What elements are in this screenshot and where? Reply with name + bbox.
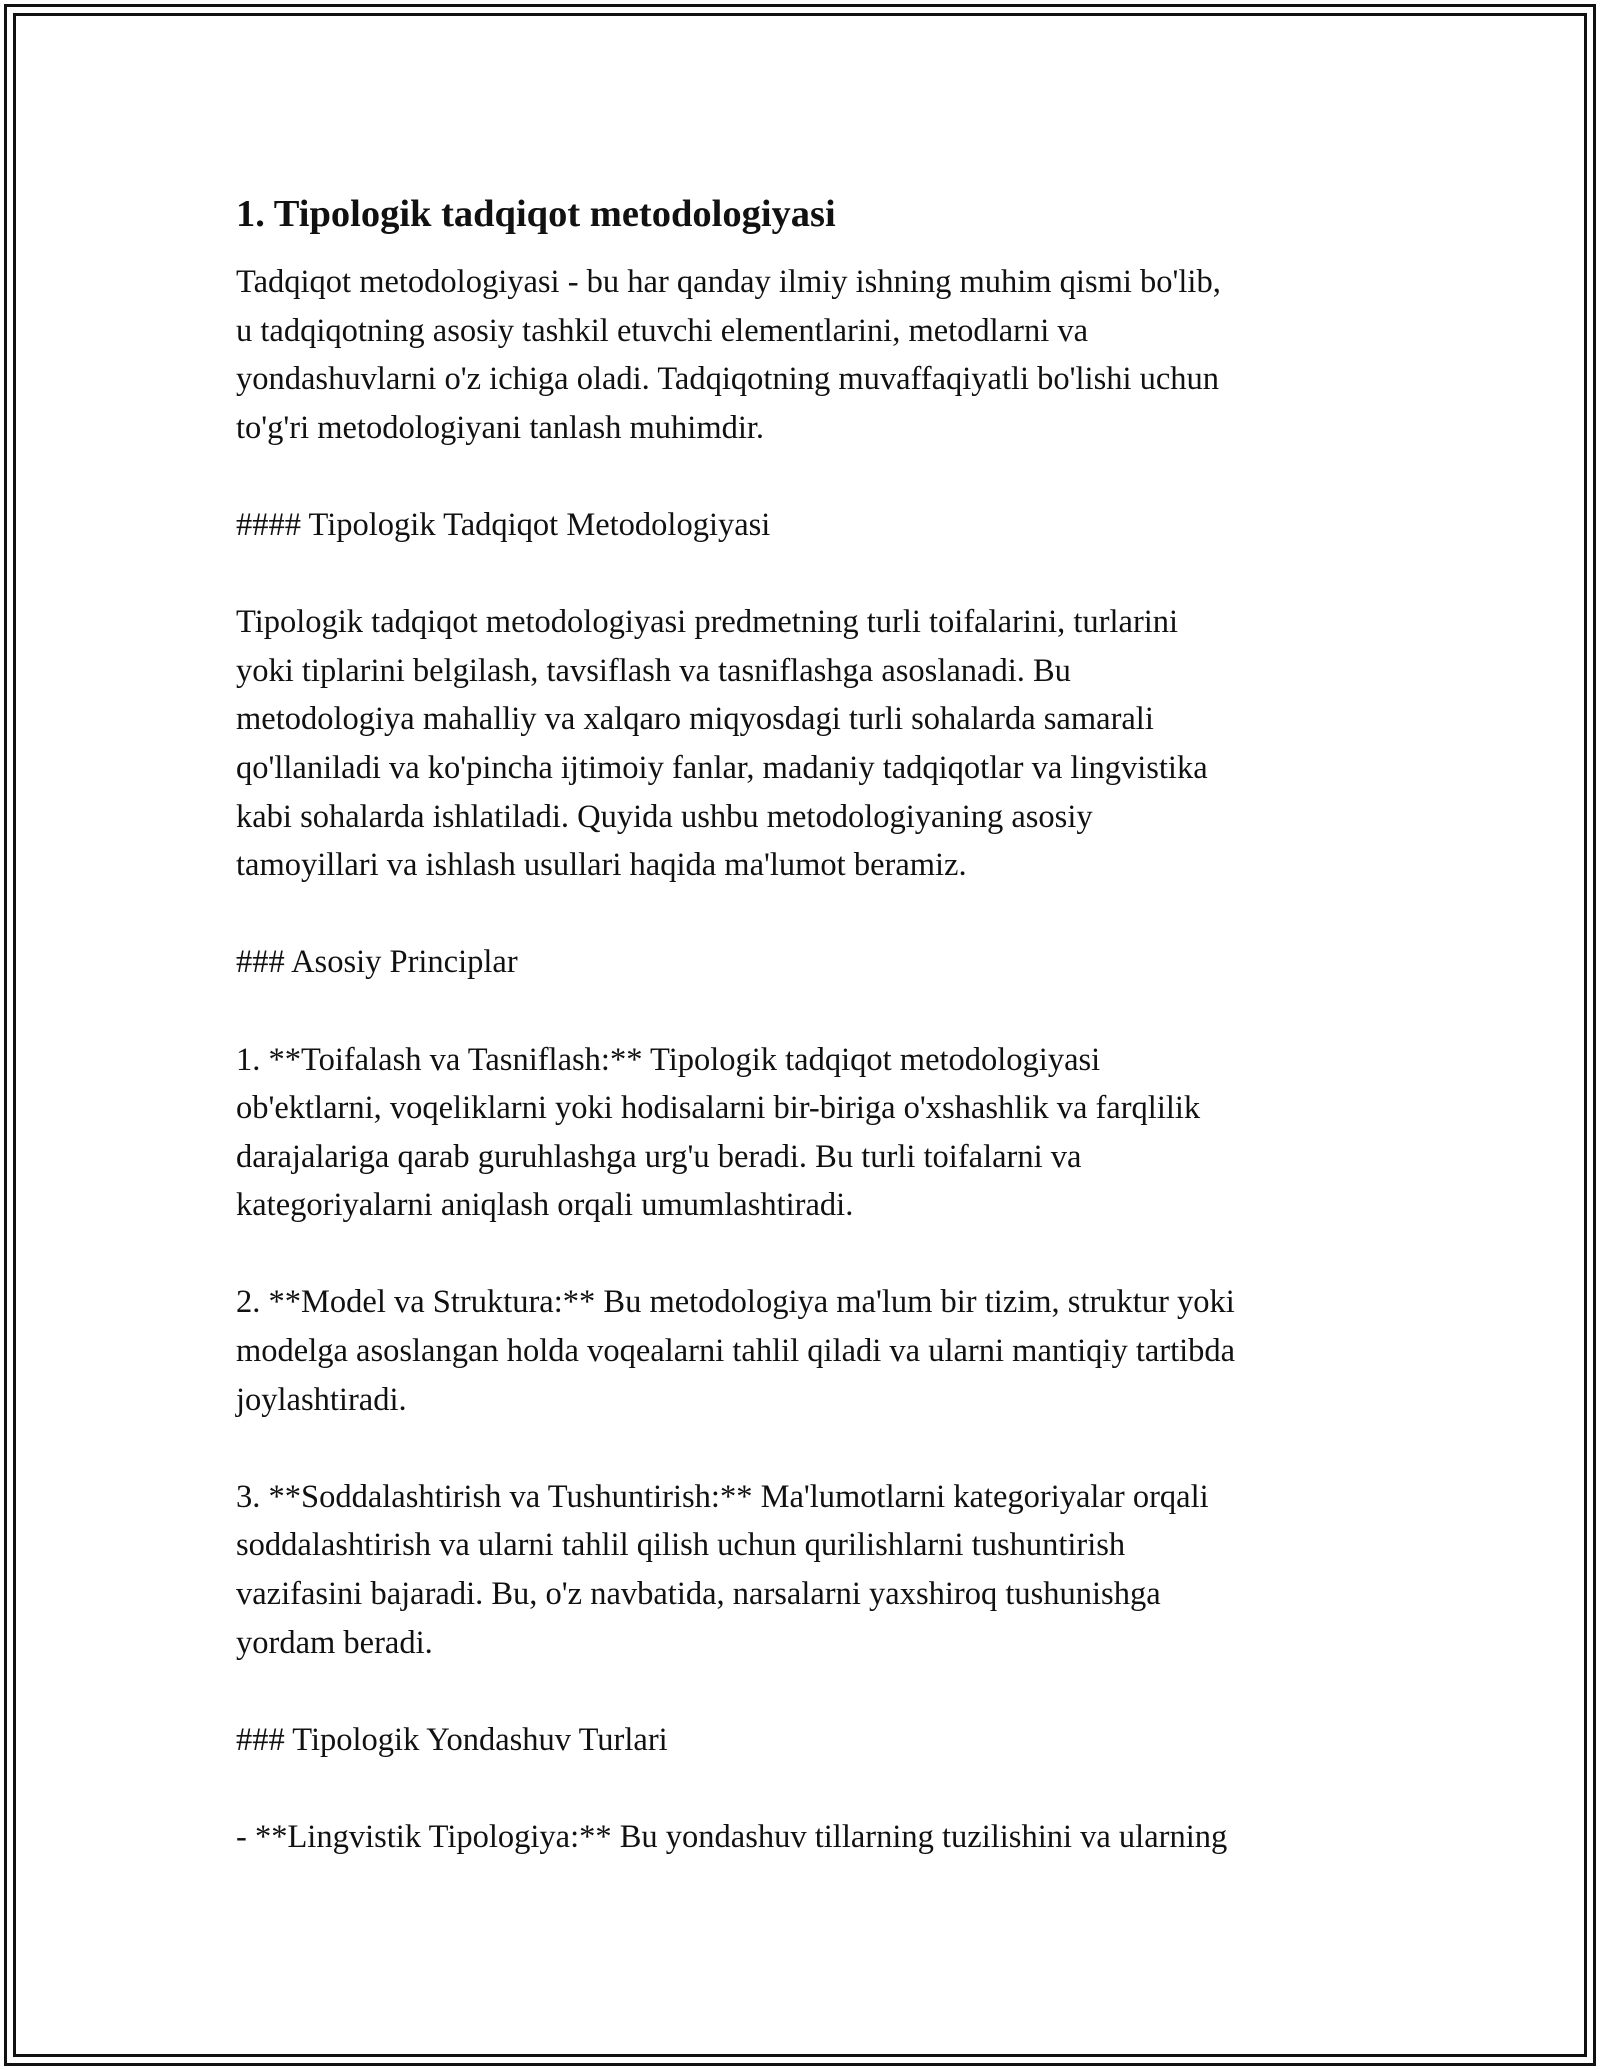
principle-item-3: 3. **Soddalashtirish va Tushuntirish:** Ma'lumotlarni kategoriyalar orqali soddalashtirish va ularni tahlil qilish uchun qurilishlarni tushuntirish vazifasini bajaradi. Bu, o'z navbatida, narsalarni yaxshiroq tushunishga yordam beradi. xyxy=(236,1478,1209,1661)
intro-paragraph: Tadqiqot metodologiyasi - bu har qanday ilmiy ishning muhim qismi bo'lib, u tadqiqotning asosiy tashkil etuvchi elementlarini, metodlarni va yondashuvlarni o'z ichiga oladi. Tadqiqotning muvaffaqiyatli bo'lishi uchun to'g'ri metodologiyani tanlash muhimdir. xyxy=(236,264,1221,446)
markdown-heading-principles: ### Asosiy Principlar xyxy=(236,944,518,981)
markdown-heading-methodology: #### Tipologik Tadqiqot Metodologiyasi xyxy=(236,506,771,543)
principle-item-2: 2. **Model va Struktura:** Bu metodologiya ma'lum bir tizim, struktur yoki modelga asoslangan holda voqealarni tahlil qiladi va ularni mantiqiy tartibda joylashtiradi. xyxy=(236,1284,1236,1418)
document-title: 1. Tipologik tadqiqot metodologiyasi xyxy=(236,193,836,235)
approach-item-linguistic: - **Lingvistik Tipologiya:** Bu yondashuv tillarning tuzilishini va ularning xyxy=(236,1819,1228,1855)
principle-item-1: 1. **Toifalash va Tasniflash:** Tipologik tadqiqot metodologiyasi ob'ektlarni, voqeliklarni yoki hodisalarni bir-biriga o'xshashlik va farqlilik darajalariga qarab guruhlashga urg'u beradi. Bu turli toifalarni va kategoriyalarni aniqlash orqali umumlashtiradi. xyxy=(236,1041,1201,1224)
markdown-heading-approach-types: ### Tipologik Yondashuv Turlari xyxy=(236,1721,668,1758)
document-body xyxy=(236,188,1376,1862)
methodology-paragraph: Tipologik tadqiqot metodologiyasi predmetning turli toifalarini, turlarini yoki tiplarini belgilash, tavsiflash va tasniflashga asoslanadi. Bu metodologiya mahalliy va xalqaro miqyosdagi turli sohalarda samarali qo'llaniladi va ko'pincha ijtimoiy fanlar, madaniy tadqiqotlar va lingvistika kabi sohalarda ishlatiladi. Quyida ushbu metodologiyaning asosiy tamoyillari va ishlash usullari haqida ma'lumot beramiz. xyxy=(236,604,1208,884)
